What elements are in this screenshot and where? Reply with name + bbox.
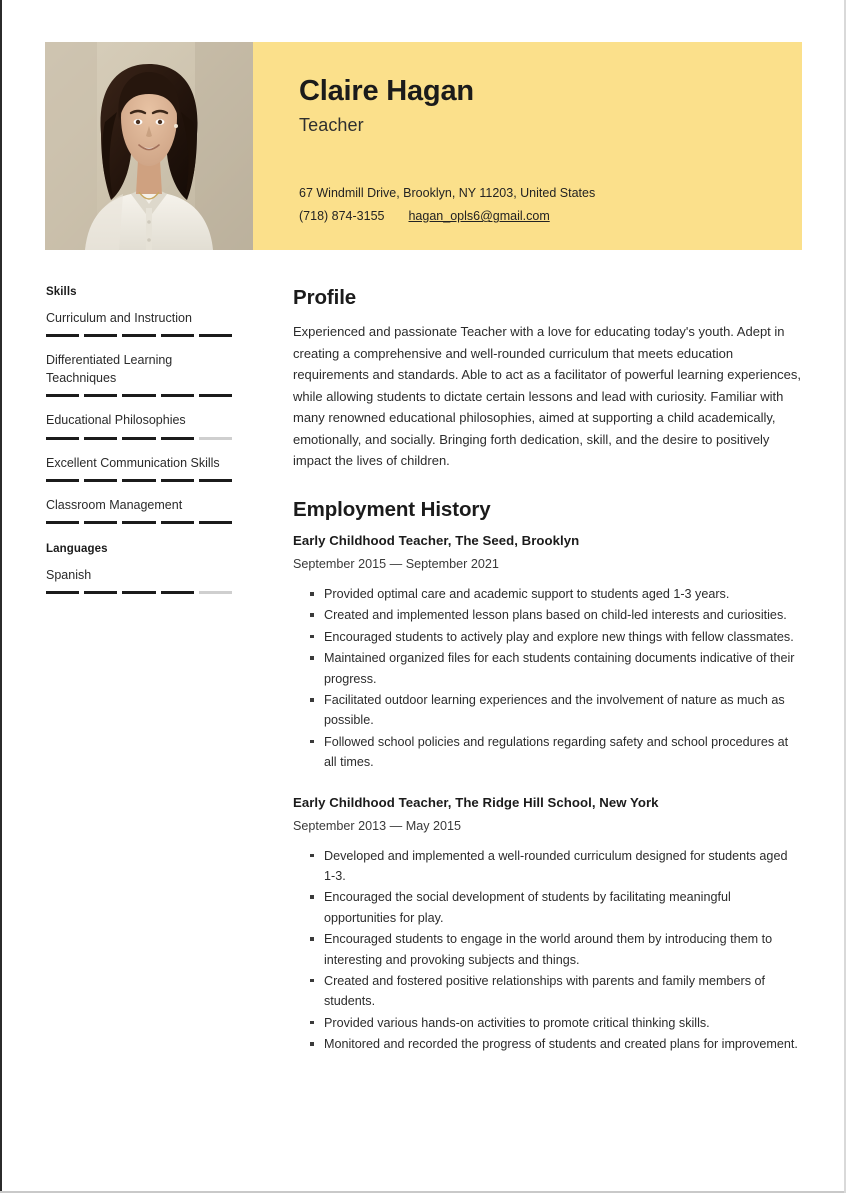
candidate-name: Claire Hagan: [299, 75, 474, 107]
header-text-block: [253, 42, 802, 250]
skill-rating-bar: [46, 479, 232, 482]
job-bullet: Monitored and recorded the progress of students and created plans for improvement.: [293, 1034, 802, 1054]
job-bullet: Facilitated outdoor learning experiences and the involvement of nature as much as possible.: [293, 690, 802, 731]
rating-segment: [161, 437, 194, 440]
rating-segment: [122, 437, 155, 440]
rating-segment: [84, 479, 117, 482]
rating-segment: [84, 591, 117, 594]
rating-segment: [84, 394, 117, 397]
skill-item: [46, 411, 232, 439]
job-role: Early Childhood Teacher, The Ridge Hill School, New York: [293, 794, 659, 810]
skill-item: [46, 454, 232, 482]
job-bullet-list: [293, 584, 802, 773]
rating-segment: [122, 334, 155, 337]
contact-block: [299, 182, 595, 228]
job-bullet: Created and fostered positive relationships with parents and family members of students.: [293, 971, 802, 1012]
languages-section: [46, 543, 232, 594]
skills-heading: Skills: [46, 286, 77, 298]
rating-segment: [161, 479, 194, 482]
rating-segment: [122, 479, 155, 482]
skill-rating-bar: [46, 521, 232, 524]
rating-segment: [199, 521, 232, 524]
job-bullet: Followed school policies and regulations regarding safety and school procedures at all times.: [293, 732, 802, 773]
profile-section: [293, 286, 802, 472]
job-dates: September 2013 — May 2015: [293, 818, 462, 833]
rating-segment: [46, 521, 79, 524]
job-bullet: Provided optimal care and academic support to students aged 1-3 years.: [293, 584, 802, 604]
rating-segment: [122, 394, 155, 397]
job-role: Early Childhood Teacher, The Seed, Brooklyn: [293, 533, 580, 549]
rating-segment: [199, 479, 232, 482]
rating-segment: [122, 521, 155, 524]
rating-segment: [161, 334, 194, 337]
rating-segment: [84, 334, 117, 337]
rating-segment: [46, 334, 79, 337]
rating-segment: [84, 521, 117, 524]
rating-segment: [161, 521, 194, 524]
rating-segment-empty: [199, 437, 232, 440]
skill-label: Educational Philosophies: [46, 413, 186, 428]
rating-segment: [46, 394, 79, 397]
job-bullet-list: [293, 846, 802, 1055]
job-bullet: Created and implemented lesson plans based on child-led interests and curiosities.: [293, 605, 802, 625]
rating-segment-empty: [199, 591, 232, 594]
sidebar: [46, 286, 232, 608]
contact-email-link[interactable]: hagan_opls6@gmail.com: [408, 209, 550, 224]
skill-rating-bar: [46, 437, 232, 440]
rating-segment: [46, 479, 79, 482]
employment-section: [293, 498, 802, 1054]
avatar: [45, 42, 253, 250]
rating-segment: [199, 394, 232, 397]
profile-body: Experienced and passionate Teacher with a love for educating today's youth. Adept in creating a comprehensive and well-rounded curriculum that meets education requirements and standards. Able to act as a facilitator of powerful learning experiences, while allowing students to dictate certain lessons and lead with curiosity. Familiar with many renowned educational philosophies, aimed at supporting a child academically, emotionally, and socially. Bringing forth dedication, skill, and the desire to positively impact the lives of children.: [293, 324, 802, 469]
resume-header-banner: [45, 42, 802, 250]
rating-segment: [199, 334, 232, 337]
language-rating-bar: [46, 591, 232, 594]
rating-segment: [161, 394, 194, 397]
employment-heading: Employment History: [293, 498, 491, 522]
rating-segment: [161, 591, 194, 594]
skill-label: Excellent Communication Skills: [46, 455, 220, 470]
contact-address: 67 Windmill Drive, Brooklyn, NY 11203, United States: [299, 186, 596, 200]
job-bullet: Encouraged the social development of students by facilitating meaningful opportunities for play.: [293, 887, 802, 928]
skill-item: [46, 351, 232, 397]
rating-segment: [122, 591, 155, 594]
skill-rating-bar: [46, 394, 232, 397]
job-dates: September 2015 — September 2021: [293, 557, 499, 572]
rating-segment: [84, 437, 117, 440]
job-bullet: Provided various hands-on activities to promote critical thinking skills.: [293, 1013, 802, 1033]
job-entry: [293, 533, 802, 773]
job-bullet: Developed and implemented a well-rounded curriculum designed for students aged 1-3.: [293, 846, 802, 887]
contact-row: [299, 205, 595, 228]
main-column: [293, 286, 802, 1058]
job-bullet: Encouraged students to engage in the world around them by introducing them to interesting and provoking subjects and things.: [293, 929, 802, 970]
skill-item: [46, 496, 232, 524]
skill-label: Classroom Management: [46, 497, 183, 512]
rating-segment: [46, 591, 79, 594]
skill-rating-bar: [46, 334, 232, 337]
contact-phone: (718) 874-3155: [299, 209, 385, 224]
rating-segment: [46, 437, 79, 440]
skill-item: [46, 309, 232, 337]
languages-heading: Languages: [46, 542, 108, 555]
job-bullet: Maintained organized files for each students containing documents indicative of their progress.: [293, 648, 802, 689]
portrait-photo-illustration: [45, 42, 253, 250]
skill-label: Curriculum and Instruction: [46, 311, 192, 325]
language-label: Spanish: [46, 567, 92, 582]
language-item: [46, 566, 232, 594]
job-entry: [293, 795, 802, 1055]
job-bullet: Encouraged students to actively play and explore new things with fellow classmates.: [293, 627, 802, 647]
candidate-job-title: Teacher: [299, 114, 364, 135]
profile-heading: Profile: [293, 286, 357, 309]
skill-label: Differentiated Learning Teachniques: [46, 353, 173, 386]
